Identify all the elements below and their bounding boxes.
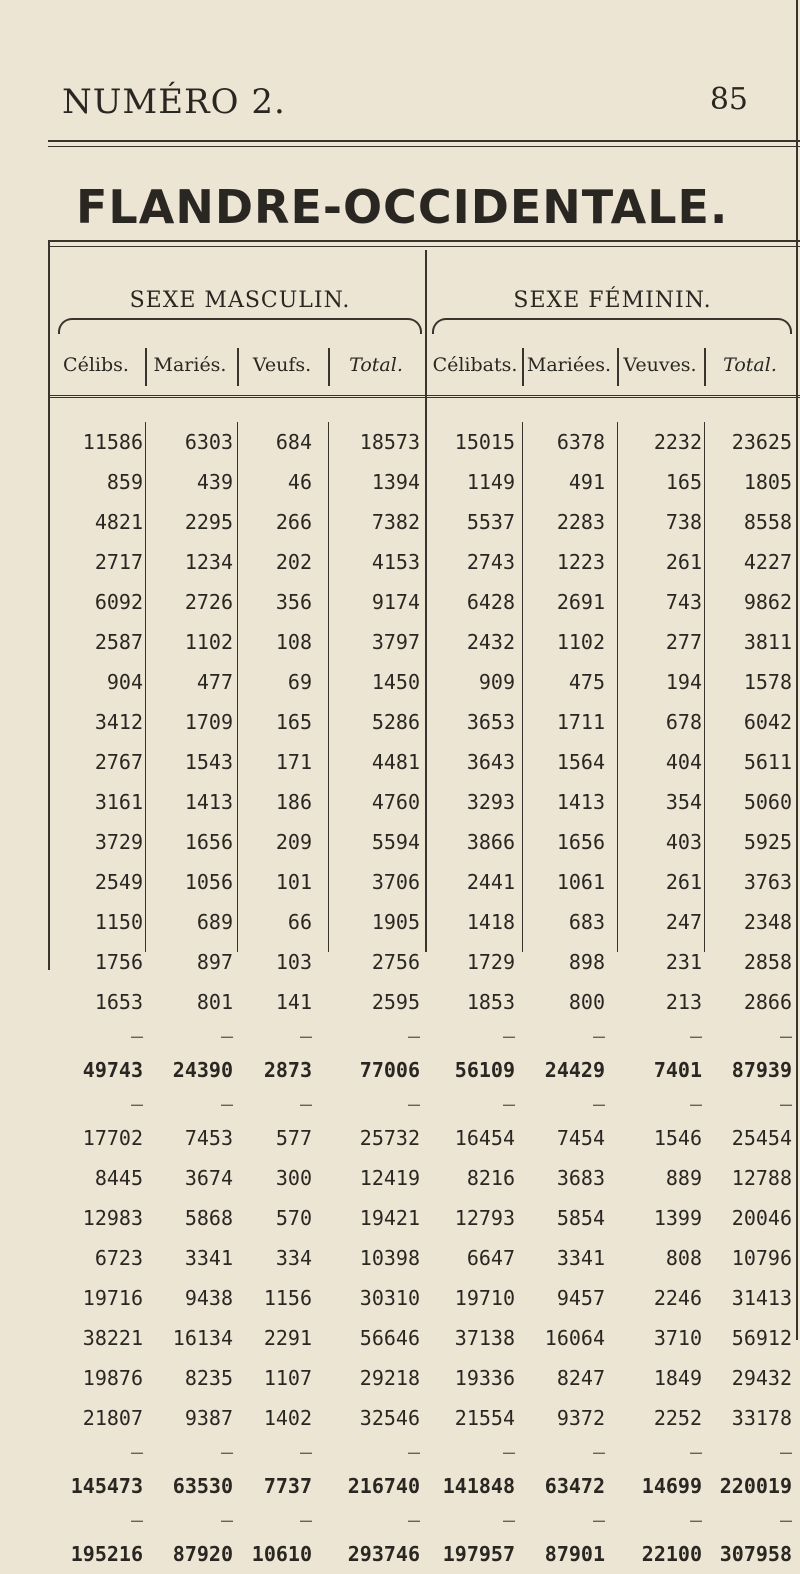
col-head-maries: Mariés.: [153, 354, 227, 376]
cell-maries: 689: [196, 910, 233, 934]
column-divider: [704, 422, 705, 952]
cell-celibs: 195216: [70, 1542, 143, 1566]
cell-total-male: 32546: [359, 1406, 420, 1430]
cell-veuves: —: [689, 1092, 702, 1116]
column-divider: [617, 422, 618, 952]
table-row: [50, 622, 800, 662]
cell-mariees: 7454: [556, 1126, 605, 1150]
cell-veuves: 165: [665, 470, 702, 494]
cell-celibats: 21554: [454, 1406, 515, 1430]
cell-celibs: 6092: [94, 590, 143, 614]
cell-total-female: 33178: [731, 1406, 792, 1430]
cell-total-female: 25454: [731, 1126, 792, 1150]
cell-veuves: —: [689, 1440, 702, 1464]
cell-total-female: 5611: [743, 750, 792, 774]
cell-mariees: 800: [568, 990, 605, 1014]
cell-total-male: 29218: [359, 1366, 420, 1390]
cell-total-female: 2866: [743, 990, 792, 1014]
cell-total-male: 2595: [371, 990, 420, 1014]
cell-total-female: 307958: [719, 1542, 792, 1566]
data-table: [50, 422, 800, 1574]
cell-total-female: 23625: [731, 430, 792, 454]
cell-veuves: 3710: [653, 1326, 702, 1350]
cell-celibats: —: [502, 1092, 515, 1116]
cell-mariees: 1413: [556, 790, 605, 814]
cell-mariees: 8247: [556, 1366, 605, 1390]
table-row: [50, 662, 800, 702]
cell-celibs: 17702: [82, 1126, 143, 1150]
cell-celibats: 141848: [442, 1474, 515, 1498]
table-row: [50, 542, 800, 582]
cell-total-female: 29432: [731, 1366, 792, 1390]
table-row: [50, 942, 800, 982]
cell-mariees: 1711: [556, 710, 605, 734]
cell-total-female: 5060: [743, 790, 792, 814]
cell-veufs: 334: [275, 1246, 312, 1270]
cell-maries: 6303: [184, 430, 233, 454]
col-head-total-female: Total.: [723, 354, 777, 376]
cell-celibats: 8216: [466, 1166, 515, 1190]
cell-maries: 9438: [184, 1286, 233, 1310]
top-rule-thin: [48, 146, 800, 147]
cell-total-male: —: [407, 1440, 420, 1464]
cell-veufs: 1156: [263, 1286, 312, 1310]
section-female-heading: SEXE FÉMININ.: [513, 288, 712, 313]
male-brace: [58, 318, 422, 334]
cell-veuves: 889: [665, 1166, 702, 1190]
cell-veuves: 194: [665, 670, 702, 694]
cell-veuves: 2252: [653, 1406, 702, 1430]
table-row: [50, 1278, 800, 1318]
cell-mariees: —: [592, 1024, 605, 1048]
cell-mariees: —: [592, 1440, 605, 1464]
cell-veufs: 69: [287, 670, 312, 694]
cell-veuves: 2246: [653, 1286, 702, 1310]
cell-total-female: 3811: [743, 630, 792, 654]
cell-maries: 439: [196, 470, 233, 494]
top-rule: [48, 140, 800, 142]
cell-total-female: —: [779, 1092, 792, 1116]
cell-celibs: 2549: [94, 870, 143, 894]
cell-total-female: 4227: [743, 550, 792, 574]
page-number: 85: [709, 82, 748, 117]
cell-veuves: 247: [665, 910, 702, 934]
cell-veuves: 403: [665, 830, 702, 854]
cell-total-male: 3797: [371, 630, 420, 654]
cell-mariees: 1656: [556, 830, 605, 854]
cell-maries: 1234: [184, 550, 233, 574]
cell-maries: 3674: [184, 1166, 233, 1190]
cell-celibats: 37138: [454, 1326, 515, 1350]
cell-veufs: 46: [287, 470, 312, 494]
cell-celibs: 145473: [70, 1474, 143, 1498]
cell-celibs: 12983: [82, 1206, 143, 1230]
cell-total-female: 1578: [743, 670, 792, 694]
cell-veuves: 808: [665, 1246, 702, 1270]
cell-total-male: 10398: [359, 1246, 420, 1270]
cell-maries: 7453: [184, 1126, 233, 1150]
cell-veufs: —: [299, 1092, 312, 1116]
cell-total-male: 7382: [371, 510, 420, 534]
cell-mariees: —: [592, 1092, 605, 1116]
cell-veufs: —: [299, 1024, 312, 1048]
cell-maries: 8235: [184, 1366, 233, 1390]
cell-total-male: 30310: [359, 1286, 420, 1310]
cell-veuves: 7401: [653, 1058, 702, 1082]
dash-row: [50, 1022, 800, 1050]
cell-total-male: 25732: [359, 1126, 420, 1150]
cell-celibats: 6647: [466, 1246, 515, 1270]
cell-celibs: 1653: [94, 990, 143, 1014]
cell-mariees: 5854: [556, 1206, 605, 1230]
cell-veufs: 186: [275, 790, 312, 814]
cell-celibs: 2717: [94, 550, 143, 574]
cell-total-female: 87939: [731, 1058, 792, 1082]
cell-total-male: —: [407, 1092, 420, 1116]
cell-mariees: 475: [568, 670, 605, 694]
cell-celibs: 859: [106, 470, 143, 494]
cell-maries: 1056: [184, 870, 233, 894]
cell-veuves: 404: [665, 750, 702, 774]
cell-total-male: 5594: [371, 830, 420, 854]
cell-celibs: —: [130, 1092, 143, 1116]
cell-veuves: 277: [665, 630, 702, 654]
cell-mariees: 1223: [556, 550, 605, 574]
cell-celibs: 6723: [94, 1246, 143, 1270]
cell-celibats: —: [502, 1508, 515, 1532]
cell-celibats: 3293: [466, 790, 515, 814]
cell-total-male: 9174: [371, 590, 420, 614]
subtotal-row: [50, 1050, 800, 1090]
cell-total-female: 31413: [731, 1286, 792, 1310]
cell-mariees: 683: [568, 910, 605, 934]
col-head-veuves: Veuves.: [623, 354, 697, 376]
cell-mariees: 2283: [556, 510, 605, 534]
col-head-total-male: Total.: [349, 354, 403, 376]
cell-total-female: 2348: [743, 910, 792, 934]
table-row: [50, 422, 800, 462]
cell-maries: —: [220, 1440, 233, 1464]
cell-veufs: 66: [287, 910, 312, 934]
dash-row: [50, 1438, 800, 1466]
cell-maries: —: [220, 1024, 233, 1048]
table-row: [50, 742, 800, 782]
cell-celibs: 38221: [82, 1326, 143, 1350]
table-row: [50, 1118, 800, 1158]
cell-maries: 1656: [184, 830, 233, 854]
cell-total-male: 19421: [359, 1206, 420, 1230]
cell-veufs: 108: [275, 630, 312, 654]
cell-veuves: 354: [665, 790, 702, 814]
cell-maries: —: [220, 1508, 233, 1532]
table-row: [50, 1198, 800, 1238]
cell-total-female: 10796: [731, 1246, 792, 1270]
cell-celibs: 3161: [94, 790, 143, 814]
cell-celibs: 1756: [94, 950, 143, 974]
page-header-number: NUMÉRO 2.: [62, 82, 286, 122]
cell-total-female: 3763: [743, 870, 792, 894]
cell-veufs: 2291: [263, 1326, 312, 1350]
cell-total-female: 56912: [731, 1326, 792, 1350]
cell-mariees: 16064: [544, 1326, 605, 1350]
cell-celibats: 15015: [454, 430, 515, 454]
cell-total-male: 56646: [359, 1326, 420, 1350]
cell-celibs: 11586: [82, 430, 143, 454]
cell-maries: 24390: [172, 1058, 233, 1082]
cell-veufs: 300: [275, 1166, 312, 1190]
column-divider: [522, 422, 523, 952]
cell-veuves: 213: [665, 990, 702, 1014]
table-row: [50, 1238, 800, 1278]
cell-total-female: 220019: [719, 1474, 792, 1498]
cell-maries: 63530: [172, 1474, 233, 1498]
cell-celibats: 5537: [466, 510, 515, 534]
cell-celibs: —: [130, 1440, 143, 1464]
cell-maries: 9387: [184, 1406, 233, 1430]
cell-celibs: 2587: [94, 630, 143, 654]
cell-celibs: 19876: [82, 1366, 143, 1390]
cell-veufs: 1107: [263, 1366, 312, 1390]
cell-celibs: 49743: [82, 1058, 143, 1082]
cell-total-male: 1394: [371, 470, 420, 494]
cell-total-male: 4760: [371, 790, 420, 814]
cell-celibats: 2441: [466, 870, 515, 894]
section-male-heading: SEXE MASCULIN.: [129, 288, 351, 313]
cell-maries: 477: [196, 670, 233, 694]
cell-celibs: 1150: [94, 910, 143, 934]
cell-mariees: 6378: [556, 430, 605, 454]
cell-maries: 1709: [184, 710, 233, 734]
cell-total-female: —: [779, 1440, 792, 1464]
table-row: [50, 902, 800, 942]
cell-total-male: 3706: [371, 870, 420, 894]
table-row: [50, 462, 800, 502]
table-row: [50, 1358, 800, 1398]
cell-total-female: 2858: [743, 950, 792, 974]
cell-celibs: 21807: [82, 1406, 143, 1430]
cell-celibats: 197957: [442, 1542, 515, 1566]
table-row: [50, 502, 800, 542]
cell-veufs: 570: [275, 1206, 312, 1230]
col-head-celibs: Célibs.: [63, 354, 129, 376]
column-divider: [145, 422, 146, 952]
cell-maries: 3341: [184, 1246, 233, 1270]
cell-veufs: 141: [275, 990, 312, 1014]
cell-total-male: 4481: [371, 750, 420, 774]
table-row: [50, 822, 800, 862]
table-row: [50, 1318, 800, 1358]
cell-veuves: 2232: [653, 430, 702, 454]
cell-mariees: 1564: [556, 750, 605, 774]
table-row: [50, 982, 800, 1022]
cell-total-male: —: [407, 1508, 420, 1532]
dash-row: [50, 1090, 800, 1118]
cell-veufs: 209: [275, 830, 312, 854]
cell-veuves: 261: [665, 870, 702, 894]
cell-mariees: 491: [568, 470, 605, 494]
cell-celibs: 3729: [94, 830, 143, 854]
cell-veufs: —: [299, 1508, 312, 1532]
cell-maries: 2726: [184, 590, 233, 614]
cell-celibats: —: [502, 1440, 515, 1464]
cell-mariees: 2691: [556, 590, 605, 614]
cell-celibs: 3412: [94, 710, 143, 734]
column-divider: [237, 422, 238, 952]
col-head-mariees: Mariées.: [526, 354, 612, 376]
cell-celibs: —: [130, 1508, 143, 1532]
female-brace: [432, 318, 792, 334]
cell-total-female: 8558: [743, 510, 792, 534]
cell-total-male: 12419: [359, 1166, 420, 1190]
cell-total-female: —: [779, 1508, 792, 1532]
cell-celibats: —: [502, 1024, 515, 1048]
total-row: [50, 1534, 800, 1574]
cell-veufs: 103: [275, 950, 312, 974]
cell-total-male: 18573: [359, 430, 420, 454]
cell-maries: 1543: [184, 750, 233, 774]
cell-maries: 897: [196, 950, 233, 974]
table-row: [50, 1398, 800, 1438]
cell-total-female: 12788: [731, 1166, 792, 1190]
cell-mariees: 87901: [544, 1542, 605, 1566]
cell-maries: —: [220, 1092, 233, 1116]
cell-maries: 16134: [172, 1326, 233, 1350]
cell-celibats: 3653: [466, 710, 515, 734]
cell-veufs: 10610: [251, 1542, 312, 1566]
cell-total-female: 1805: [743, 470, 792, 494]
table-row: [50, 782, 800, 822]
cell-celibats: 12793: [454, 1206, 515, 1230]
cell-mariees: 898: [568, 950, 605, 974]
table-row: [50, 862, 800, 902]
cell-total-male: 293746: [347, 1542, 420, 1566]
cell-veufs: 171: [275, 750, 312, 774]
cell-veufs: 7737: [263, 1474, 312, 1498]
cell-maries: 2295: [184, 510, 233, 534]
cell-mariees: 63472: [544, 1474, 605, 1498]
table-row: [50, 582, 800, 622]
cell-total-male: 77006: [359, 1058, 420, 1082]
cell-celibs: —: [130, 1024, 143, 1048]
cell-veuves: 678: [665, 710, 702, 734]
cell-veufs: 356: [275, 590, 312, 614]
cell-celibats: 56109: [454, 1058, 515, 1082]
cell-veufs: 165: [275, 710, 312, 734]
cell-celibats: 909: [478, 670, 515, 694]
cell-mariees: 1061: [556, 870, 605, 894]
table-row: [50, 702, 800, 742]
cell-total-male: 1905: [371, 910, 420, 934]
cell-veuves: —: [689, 1508, 702, 1532]
cell-celibats: 2743: [466, 550, 515, 574]
cell-veuves: 743: [665, 590, 702, 614]
cell-celibats: 19336: [454, 1366, 515, 1390]
cell-celibats: 19710: [454, 1286, 515, 1310]
cell-mariees: 3683: [556, 1166, 605, 1190]
cell-veufs: 2873: [263, 1058, 312, 1082]
cell-veuves: 261: [665, 550, 702, 574]
cell-mariees: 9372: [556, 1406, 605, 1430]
cell-total-female: 6042: [743, 710, 792, 734]
table-row: [50, 1158, 800, 1198]
cell-celibats: 1729: [466, 950, 515, 974]
cell-total-female: 20046: [731, 1206, 792, 1230]
cell-veufs: 684: [275, 430, 312, 454]
cell-celibats: 6428: [466, 590, 515, 614]
title-rule: [48, 240, 800, 242]
cell-veuves: 22100: [641, 1542, 702, 1566]
cell-total-male: 2756: [371, 950, 420, 974]
cell-mariees: 3341: [556, 1246, 605, 1270]
cell-veufs: 202: [275, 550, 312, 574]
cell-veuves: 1849: [653, 1366, 702, 1390]
cell-total-female: 5925: [743, 830, 792, 854]
subtotal-row: [50, 1466, 800, 1506]
cell-celibs: 8445: [94, 1166, 143, 1190]
cell-celibats: 3643: [466, 750, 515, 774]
cell-total-male: 1450: [371, 670, 420, 694]
cell-total-male: 216740: [347, 1474, 420, 1498]
cell-mariees: 1102: [556, 630, 605, 654]
cell-veuves: 738: [665, 510, 702, 534]
cell-celibs: 2767: [94, 750, 143, 774]
cell-mariees: 24429: [544, 1058, 605, 1082]
page-title: FLANDRE-OCCIDENTALE.: [76, 180, 729, 234]
cell-celibats: 1853: [466, 990, 515, 1014]
dash-row: [50, 1506, 800, 1534]
title-rule-thin: [48, 246, 800, 247]
cell-maries: 1413: [184, 790, 233, 814]
col-head-celibats: Célibats.: [432, 354, 518, 376]
cell-celibats: 3866: [466, 830, 515, 854]
cell-total-female: 9862: [743, 590, 792, 614]
cell-maries: 801: [196, 990, 233, 1014]
cell-mariees: —: [592, 1508, 605, 1532]
cell-veufs: 101: [275, 870, 312, 894]
cell-veuves: 1399: [653, 1206, 702, 1230]
cell-celibats: 2432: [466, 630, 515, 654]
cell-total-male: —: [407, 1024, 420, 1048]
cell-celibs: 904: [106, 670, 143, 694]
cell-total-female: —: [779, 1024, 792, 1048]
cell-veufs: 266: [275, 510, 312, 534]
cell-total-male: 4153: [371, 550, 420, 574]
cell-veuves: 1546: [653, 1126, 702, 1150]
column-divider: [328, 422, 329, 952]
cell-celibats: 1149: [466, 470, 515, 494]
header-separator: [48, 395, 800, 398]
cell-veuves: 231: [665, 950, 702, 974]
cell-veuves: 14699: [641, 1474, 702, 1498]
cell-maries: 1102: [184, 630, 233, 654]
cell-veuves: —: [689, 1024, 702, 1048]
cell-celibs: 4821: [94, 510, 143, 534]
cell-mariees: 9457: [556, 1286, 605, 1310]
col-head-veufs: Veufs.: [252, 354, 312, 376]
cell-total-male: 5286: [371, 710, 420, 734]
cell-maries: 87920: [172, 1542, 233, 1566]
cell-celibats: 16454: [454, 1126, 515, 1150]
cell-maries: 5868: [184, 1206, 233, 1230]
cell-celibs: 19716: [82, 1286, 143, 1310]
cell-celibats: 1418: [466, 910, 515, 934]
cell-veufs: 1402: [263, 1406, 312, 1430]
cell-veufs: 577: [275, 1126, 312, 1150]
cell-veufs: —: [299, 1440, 312, 1464]
